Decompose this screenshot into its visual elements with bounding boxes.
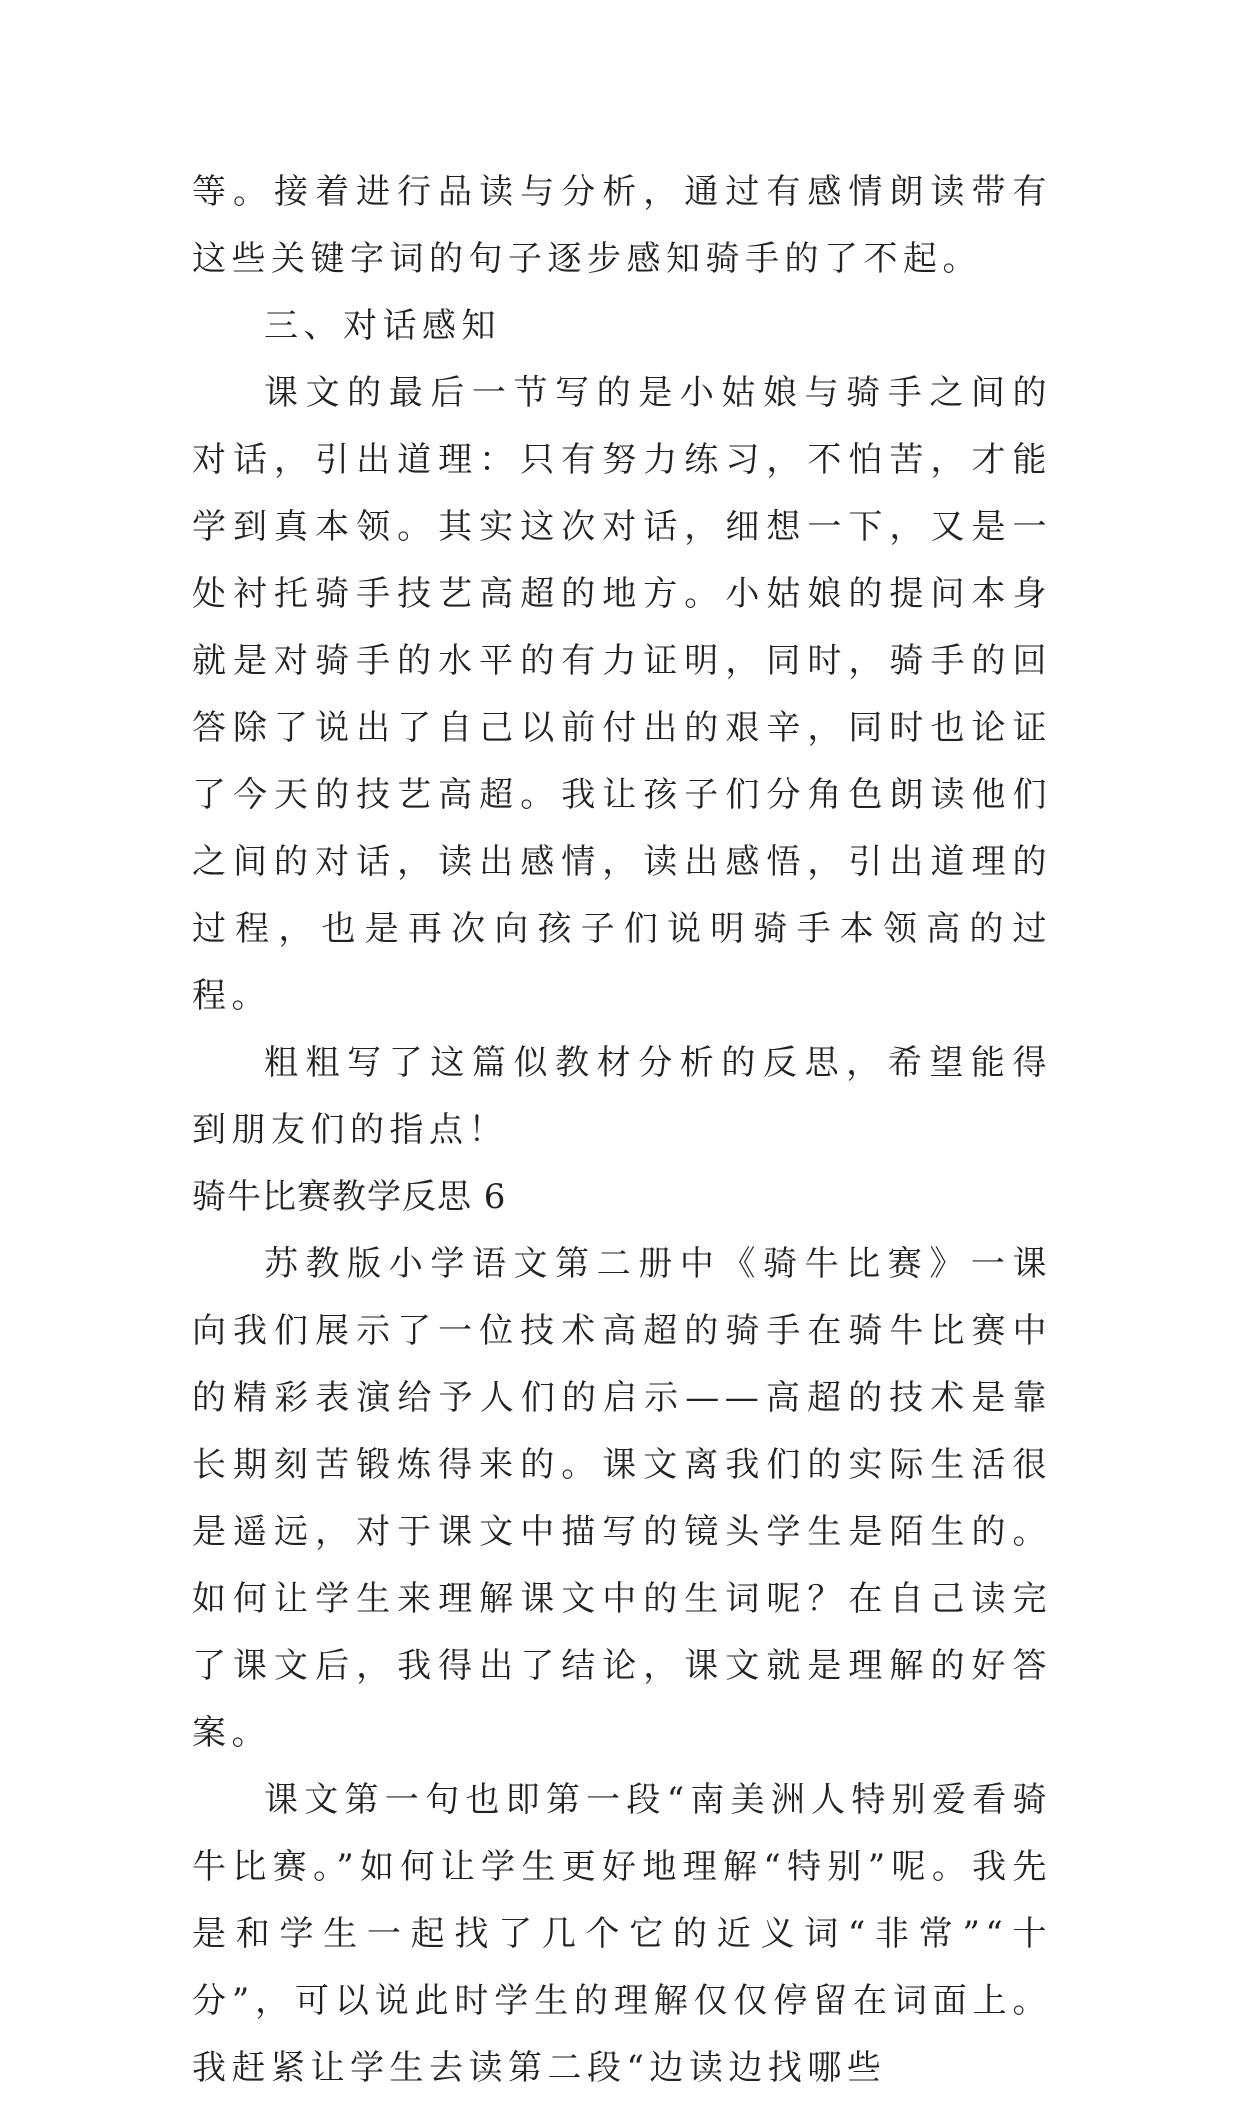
section-heading-dialogue: 三、对话感知 <box>264 306 501 346</box>
article-title: 骑牛比赛教学反思 6 <box>192 1177 507 1217</box>
paragraph-continuation: 等。接着进行品读与分析，通过有感情朗读带有这些关键字词的句子逐步感知骑手的了不起。 <box>192 172 1052 279</box>
document-body <box>192 159 1052 2102</box>
paragraph-intro: 苏教版小学语文第二册中《骑牛比赛》一课向我们展示了一位技术高超的骑手在骑牛比赛中的精彩表演给予人们的启示——高超的技术是靠长期刻苦锻炼得来的。课文离我们的实际生活很是遥远，对于课文中描写的镜头学生是陌生的。如何让学生来理解课文中的生词呢？在自己读完了课文后，我得出了结论，课文就是理解的好答案。 <box>192 1244 1052 1753</box>
paragraph-first-sentence: 课文第一句也即第一段“南美洲人特别爱看骑牛比赛。”如何让学生更好地理解“特别”呢。我先是和学生一起找了几个它的近义词“非常”“十分”，可以说此时学生的理解仅仅停留在词面上。我赶紧让学生去读第二段“边读边找哪些 <box>192 1780 1052 2088</box>
paragraph-dialogue: 课文的最后一节写的是小姑娘与骑手之间的对话，引出道理：只有努力练习，不怕苦，才能学到真本领。其实这次对话，细想一下，又是一处衬托骑手技艺高超的地方。小姑娘的提问本身就是对骑手的水平的有力证明，同时，骑手的回答除了说出了自己以前付出的艰辛，同时也论证了今天的技艺高超。我让孩子们分角色朗读他们之间的对话，读出感情，读出感悟，引出道理的过程，也是再次向孩子们说明骑手本领高的过程。 <box>192 373 1052 1016</box>
paragraph-closing: 粗粗写了这篇似教材分析的反思，希望能得到朋友们的指点！ <box>192 1043 1052 1150</box>
